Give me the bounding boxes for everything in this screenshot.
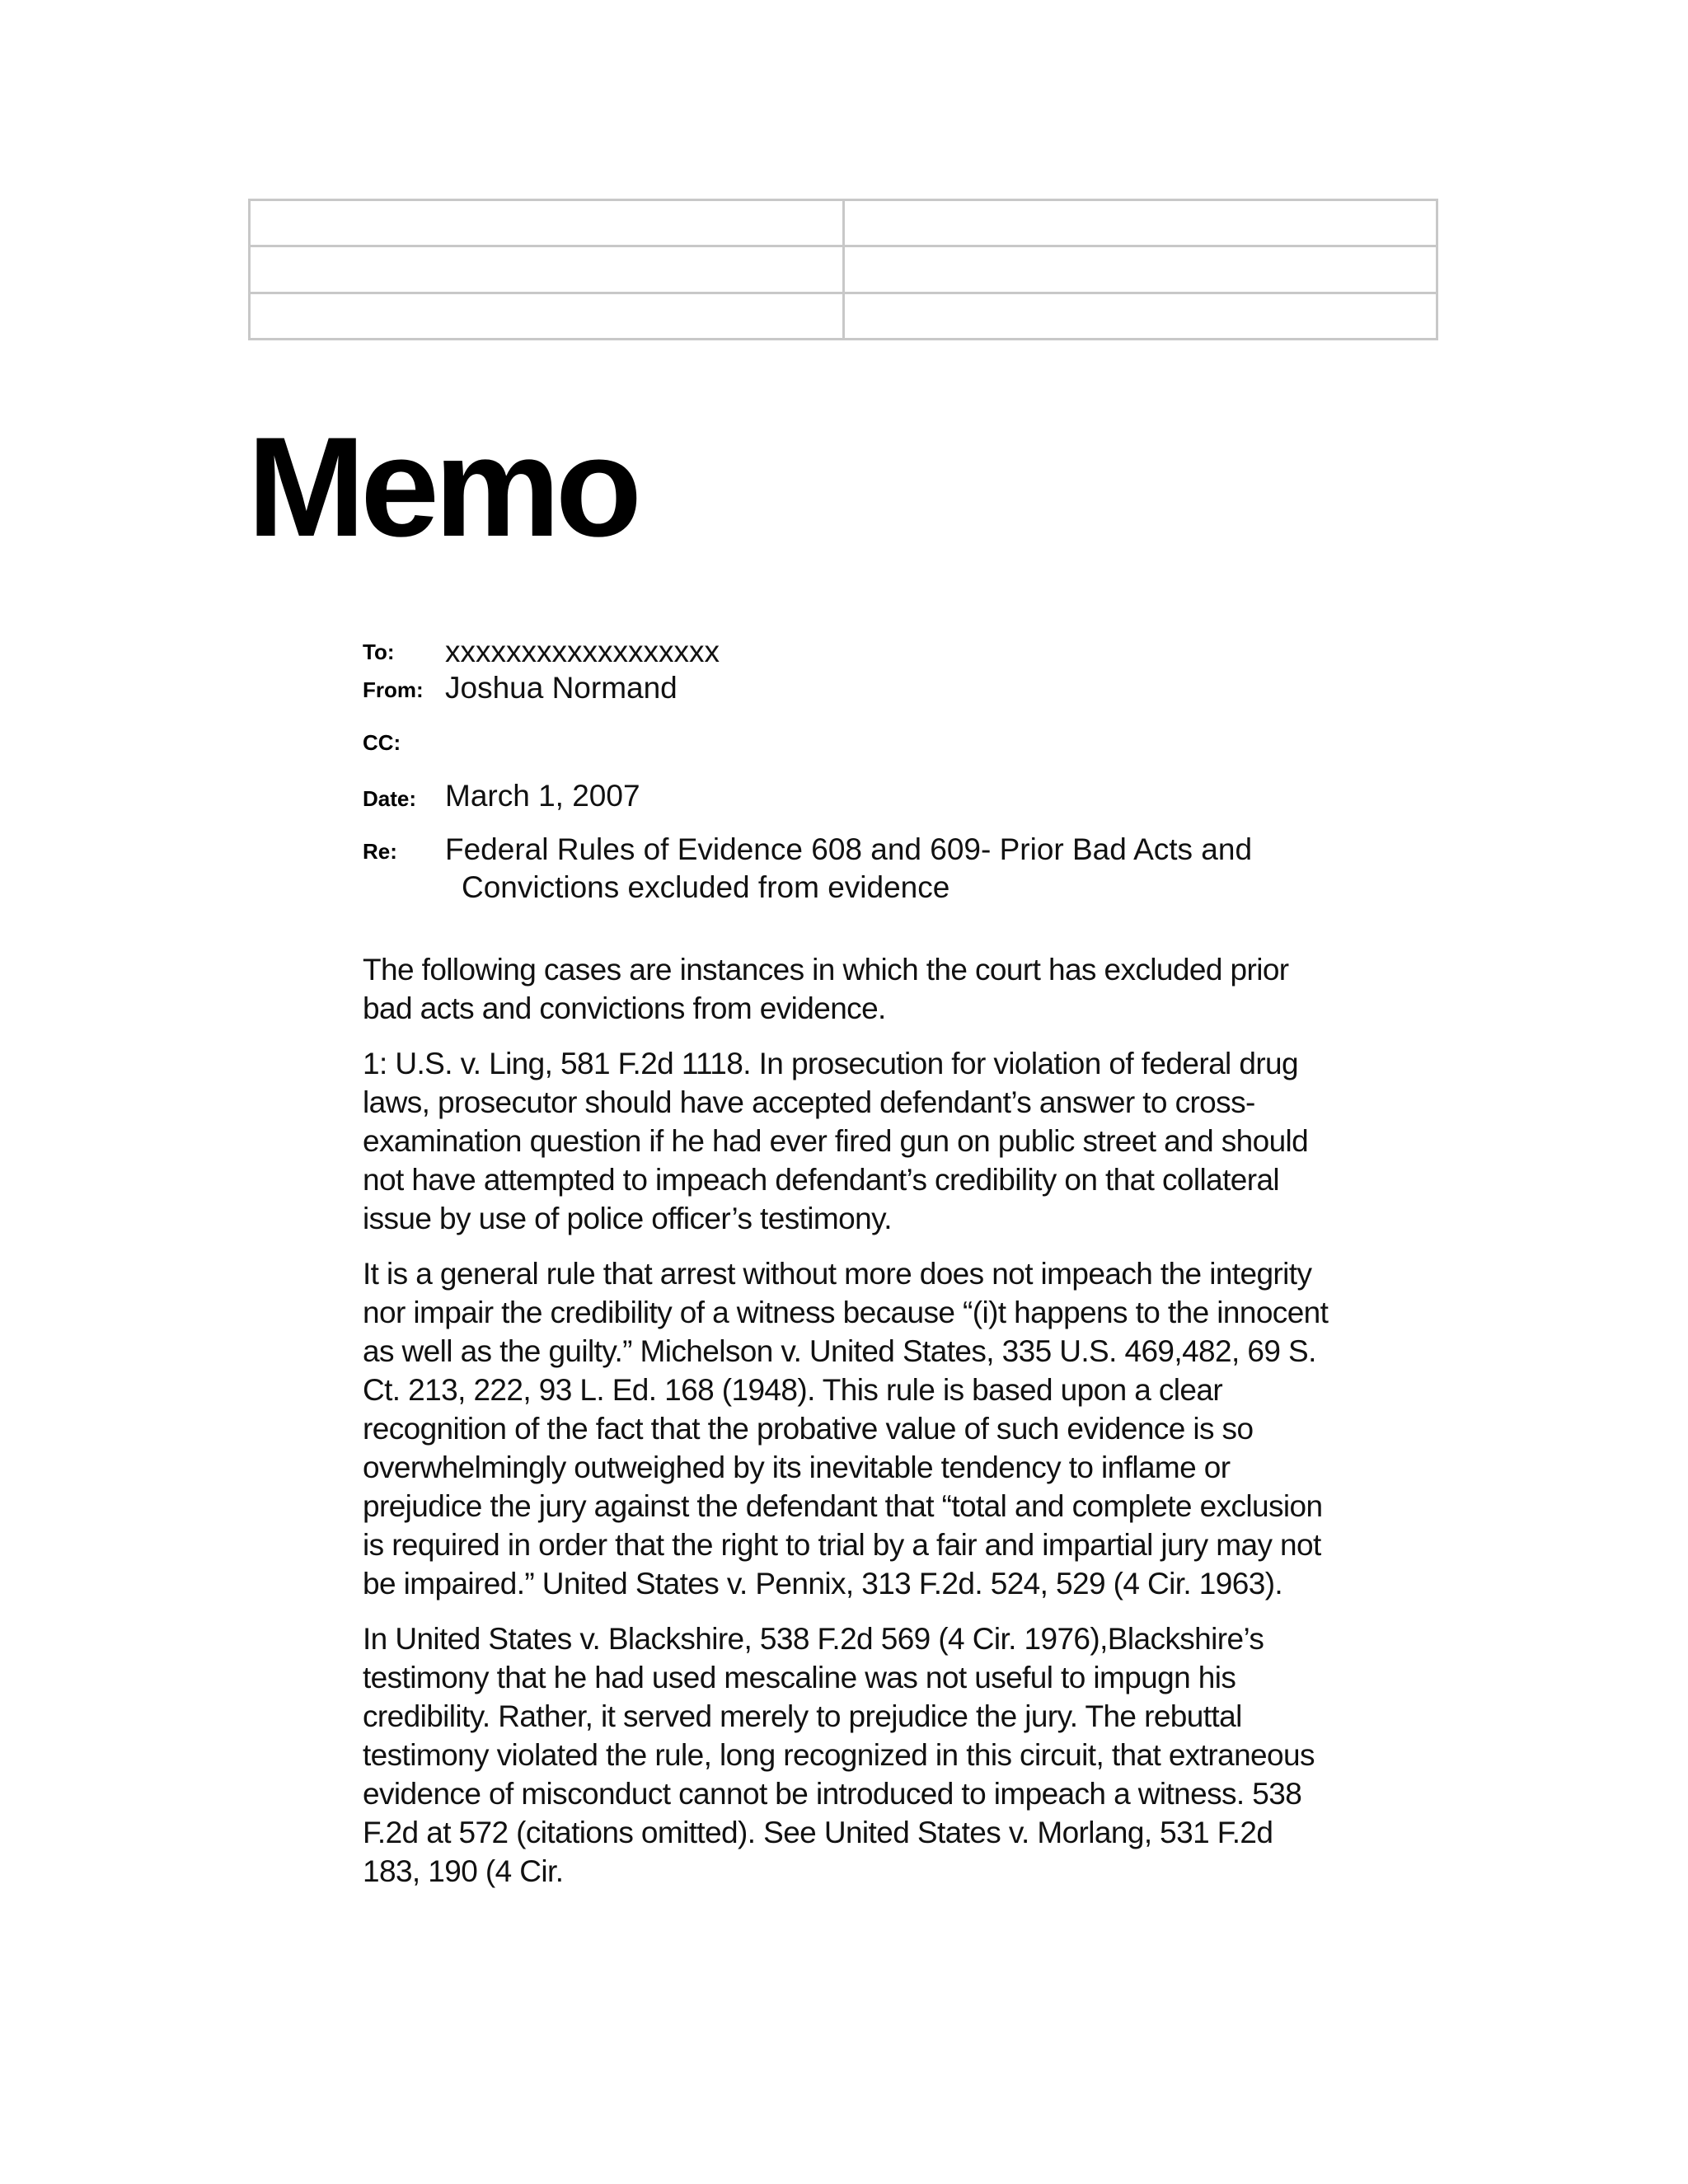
to-label: To: xyxy=(363,640,395,664)
re-value-line2: Convictions excluded from evidence xyxy=(462,870,950,904)
header-table-cell xyxy=(843,246,1437,293)
memo-title: Memo xyxy=(247,408,637,566)
header-table-cell xyxy=(250,200,844,246)
header-table-row xyxy=(250,200,1437,246)
memo-body xyxy=(363,950,1335,1907)
header-table-cell xyxy=(843,293,1437,339)
body-paragraph: 1: U.S. v. Ling, 581 F.2d 1118. In prosecution for violation of federal drug laws, prosecutor should have accepted defendant’s answer to cross-examination question if he had ever fired gun on public street and should not have attempted to impeach defendant’s credibility on that collateral issue by use of police officer’s testimony. xyxy=(363,1047,1309,1235)
from-label: From: xyxy=(363,677,424,702)
header-table-cell xyxy=(250,246,844,293)
cc-label: CC: xyxy=(363,730,401,755)
header-table-row xyxy=(250,293,1437,339)
header-table-cell xyxy=(250,293,844,339)
from-value: Joshua Normand xyxy=(445,671,678,705)
header-table-cell xyxy=(843,200,1437,246)
to-value: xxxxxxxxxxxxxxxxxx xyxy=(445,635,720,668)
header-table-row xyxy=(250,246,1437,293)
date-label: Date: xyxy=(363,786,417,811)
header-info-table xyxy=(248,199,1438,340)
re-value xyxy=(445,831,1252,907)
re-label: Re: xyxy=(363,839,397,864)
body-paragraph: It is a general rule that arrest without more does not impeach the integrity nor impair the credibility of a witness because “(i)t happens to the innocent as well as the guilty.” Michelson v. United States, 335 U.S. 469,482, 69 S. Ct. 213, 222, 93 L. Ed. 168 (1948). This rule is based upon a clear recognition of the fact that the probative value of such evidence is so overwhelmingly outweighed by its inevitable tendency to inflame or prejudice the jury against the defendant that “total and complete exclusion is required in order that the right to trial by a fair and impartial jury may not be impaired.” United States v. Pennix, 313 F.2d. 524, 529 (4 Cir. 1963). xyxy=(363,1257,1329,1601)
body-paragraph: In United States v. Blackshire, 538 F.2d 569 (4 Cir. 1976),Blackshire’s testimony that he had used mescaline was not useful to impugn his credibility. Rather, it served merely to prejudice the jury. The rebuttal testimony violated the rule, long recognized in this circuit, that extraneous evidence of misconduct cannot be introduced to impeach a witness. 538 F.2d at 572 (citations omitted). See United States v. Morlang, 531 F.2d 183, 190 (4 Cir. xyxy=(363,1622,1315,1888)
body-paragraph: The following cases are instances in which the court has excluded prior bad acts and convictions from evidence. xyxy=(363,953,1289,1025)
re-value-line1: Federal Rules of Evidence 608 and 609- Prior Bad Acts and xyxy=(445,832,1253,866)
date-value: March 1, 2007 xyxy=(445,779,640,813)
